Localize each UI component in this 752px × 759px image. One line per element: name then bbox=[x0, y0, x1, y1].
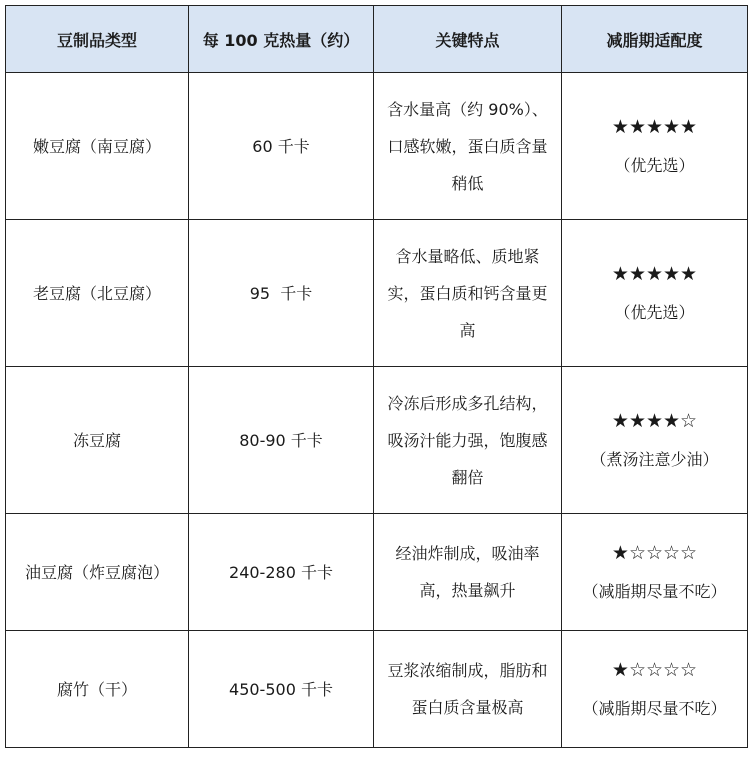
rating-stars: ★☆☆☆☆ bbox=[611, 542, 698, 564]
cell-calories: 80-90 千卡 bbox=[189, 367, 374, 514]
cell-suitability bbox=[562, 367, 748, 514]
header-row bbox=[6, 6, 748, 73]
features-text: 经油炸制成，吸油率高，热量飙升 bbox=[395, 544, 540, 600]
cell-features bbox=[374, 220, 562, 367]
table-row bbox=[6, 631, 748, 748]
table-row bbox=[6, 367, 748, 514]
header-features: 关键特点 bbox=[374, 6, 562, 73]
rating-note: （优先选） bbox=[614, 156, 695, 175]
header-suitability: 减脂期适配度 bbox=[562, 6, 748, 73]
rating-note: （优先选） bbox=[614, 303, 695, 322]
tofu-calorie-table bbox=[5, 5, 748, 748]
cell-suitability bbox=[562, 631, 748, 748]
cell-features bbox=[374, 367, 562, 514]
features-text: 冷冻后形成多孔结构，吸汤汁能力强，饱腹感翻倍 bbox=[387, 393, 548, 487]
cell-calories: 240-280 千卡 bbox=[189, 514, 374, 631]
cell-suitability bbox=[562, 73, 748, 220]
cell-calories: 95 千卡 bbox=[189, 220, 374, 367]
rating-stars: ★★★★★ bbox=[611, 263, 698, 285]
header-type: 豆制品类型 bbox=[6, 6, 189, 73]
cell-type: 嫩豆腐（南豆腐） bbox=[6, 73, 189, 220]
features-text: 含水量略低、质地紧实，蛋白质和钙含量更高 bbox=[387, 246, 548, 340]
features-text: 豆浆浓缩制成，脂肪和蛋白质含量极高 bbox=[387, 661, 548, 717]
cell-type: 腐竹（干） bbox=[6, 631, 189, 748]
table-row bbox=[6, 514, 748, 631]
rating-note: （减脂期尽量不吃） bbox=[582, 699, 727, 718]
cell-features bbox=[374, 73, 562, 220]
cell-calories: 450-500 千卡 bbox=[189, 631, 374, 748]
cell-features bbox=[374, 631, 562, 748]
cell-suitability bbox=[562, 220, 748, 367]
table-row bbox=[6, 73, 748, 220]
cell-suitability bbox=[562, 514, 748, 631]
rating-stars: ★★★★☆ bbox=[611, 410, 698, 432]
rating-note: （减脂期尽量不吃） bbox=[582, 582, 727, 601]
rating-stars: ★☆☆☆☆ bbox=[611, 659, 698, 681]
header-calories: 每 100 克热量（约） bbox=[189, 6, 374, 73]
cell-features bbox=[374, 514, 562, 631]
table-row bbox=[6, 220, 748, 367]
cell-calories: 60 千卡 bbox=[189, 73, 374, 220]
cell-type: 冻豆腐 bbox=[6, 367, 189, 514]
rating-note: （煮汤注意少油） bbox=[590, 450, 719, 469]
cell-type: 油豆腐（炸豆腐泡） bbox=[6, 514, 189, 631]
cell-type: 老豆腐（北豆腐） bbox=[6, 220, 189, 367]
features-text: 含水量高（约 90%）、口感软嫩，蛋白质含量稍低 bbox=[387, 99, 548, 193]
rating-stars: ★★★★★ bbox=[611, 116, 698, 138]
